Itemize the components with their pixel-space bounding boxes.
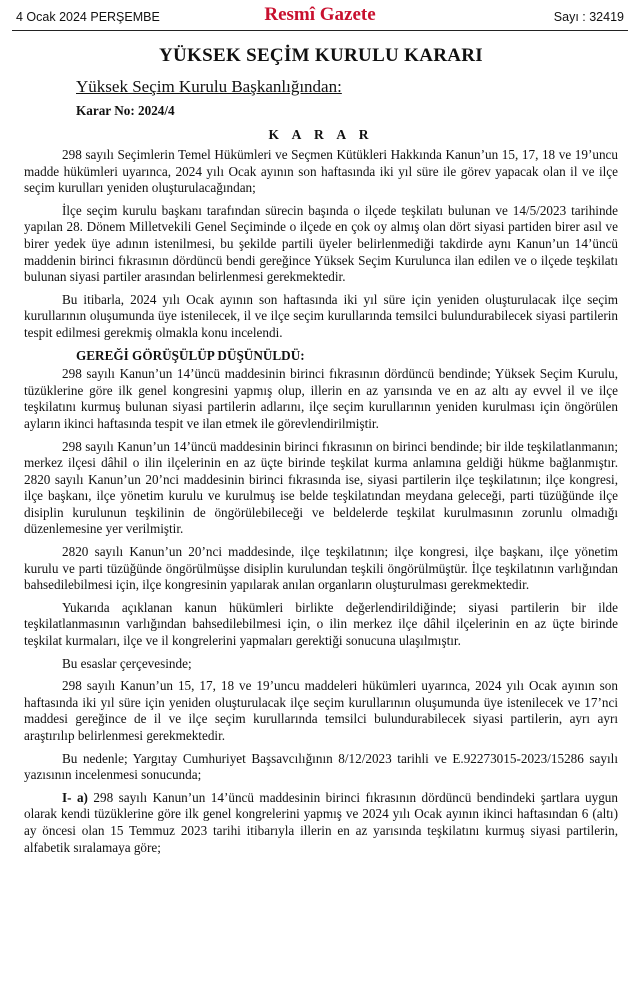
paragraph-1: 298 sayılı Seçimlerin Temel Hükümleri ve Seçmen Kütükleri Hakkında Kanun’un 15, 17, 18 ve 19’uncu madde hükümleri uyarınca, 2024 yılı Ocak ayının son haftasında iki yıl süre ile görev yapacak olan il ve ilçe seçim kurulları yeniden oluşturulacağından; — [24, 147, 618, 196]
item-text: 298 sayılı Kanun’un 14’üncü maddesinin birinci fıkrasının dördüncü bendindeki şartlara uygun olarak kendi tüzüklerine göre ilk genel kongrelerini yapmış ve 2024 yılı Ocak ayının ikinci haftasından 6 (altı) ay öncesi olan 15 Temmuz 2023 tarihi itibarıyla illerin en az yarısında teşkilatını kurmuş siyasi partilerin, alfabetik sıralamaya göre; — [24, 789, 618, 855]
paragraph-5: 298 sayılı Kanun’un 14’üncü maddesinin birinci fıkrasının on birinci bendinde; bir ilde teşkilatlanmanın; merkez ilçesi dâhil o ilin ilçelerinin en az üçte birinde teşkilat kurma anlamına geldiği hükme bağlanmıştır. 2820 sayılı Kanun’un 20’nci maddesinin birinci fıkrasında ise, siyasi partilerin ilçe teşkilatının; ilçe kongresi, ilçe başkanı, ilçe yönetim kurulu ve kurulmuş ise belde teşkilatından meydana geleceği, parti tüzüğünde ilçe disiplin kurulunun teşkilinin de öngörülebileceği ve beldelerde teşkilat kurulmasının zorunlu olmadığı düzenlemesine yer verilmiştir. — [24, 438, 618, 537]
decision-label: K A R A R — [268, 127, 374, 142]
issuing-authority: Yüksek Seçim Kurulu Başkanlığından: — [76, 77, 342, 96]
decision-number: Karar No: 2024/4 — [76, 103, 175, 118]
gazette-name: Resmî Gazete — [264, 4, 376, 25]
gazette-header — [12, 0, 628, 31]
issue-date: 4 Ocak 2024 PERŞEMBE — [16, 10, 160, 24]
paragraph-6: 2820 sayılı Kanun’un 20’nci maddesinde, ilçe teşkilatının; ilçe kongresi, ilçe başkanı, ilçe yönetim kurulu ve parti tüzüğünde öngörülmüşse disiplin kurulundan teşkili öngörülmüştür. İlçe teşkilatının varlığından bahsedilebilmesi için, ilçe kongresinin yapılarak anılan organların oluşturulması gerekmektedir. — [24, 544, 618, 593]
paragraph-3: Bu itibarla, 2024 yılı Ocak ayının son haftasında iki yıl süre için yeniden oluşturulacak ilçe seçim kurullarının oluşumunda üye istenilecek, il ve ilçe seçim kurullarında temsilci bulundurabilecek siyasi partilerin tespit edilmesi gerekmiş olmakla konu incelendi. — [24, 291, 618, 340]
item-label: I- a) — [62, 789, 88, 805]
paragraph-10: Bu nedenle; Yargıtay Cumhuriyet Başsavcılığının 8/12/2023 tarihli ve E.92273015-2023/15286 sayılı yazısının incelenmesi sonucunda; — [24, 750, 618, 783]
paragraph-2: İlçe seçim kurulu başkanı tarafından sürecin başında o ilçede teşkilatı bulunan ve 14/5/2023 tarihinde yapılan 28. Dönem Milletvekili Genel Seçiminde o ilçede en çok oy almış olan dört siyasi partiden birer asıl ve birer yedek üye adının istenilmesi, bu şekilde partili üyeler belirlenmediği takdirde aynı Kanun’un 14’üncü maddenin birinci fıkrasının dördüncü bendi gereğince Yüksek Seçim Kurulunca ilan edilen ve o ilçede teşkilatı bulunan siyasi partiler arasından belirlenmesi gerekmektedir. — [24, 202, 618, 285]
paragraph-9: 298 sayılı Kanun’un 15, 17, 18 ve 19’uncu maddeleri hükümleri uyarınca, 2024 yılı Ocak ayının son haftasında iki yıl süre için yeniden oluşturulacak ilçe seçim kurullarının oluşumunda üye istenilecek ve 17’nci maddesi gereğince de il ve ilçe seçim kurullarında temsilci bulundurabilecek siyasi partilerin, ayrı ayrı araştırılıp belirlenmesi gerekmektedir. — [24, 678, 618, 743]
paragraph-7: Yukarıda açıklanan kanun hükümleri birlikte değerlendirildiğinde; siyasi partilerin bir ilde teşkilatlanmasının varlığından bahsedilebilmesi için, o ilin merkez ilçe dâhil ilçelerinin en az üçte birinde teşkilat kurmaları, ilçe ve il kongrelerini yapmaları gerektiği sonucuna ulaşılmıştır. — [24, 599, 618, 649]
paragraph-8: Bu esaslar çerçevesinde; — [62, 655, 192, 671]
paragraph-11 — [24, 790, 618, 856]
page-title: YÜKSEK SEÇİM KURULU KARARI — [159, 45, 483, 66]
paragraph-4: 298 sayılı Kanun’un 14’üncü maddesinin birinci fıkrasının dördüncü bendinde; Yüksek Seçim Kurulu, tüzüklerine göre ilk genel kongresini yapmış olup, illerin en az yarısında ve en az altı ay evvel il ve ilçe teşkilatını kurmuş bulunan siyasi partilerin adlarını, ilçe seçim kurullarının yeniden kurulması için öngörülen ayların ikinci haftasında tespit ve ilan etmek ile görevlendirilmiştir. — [24, 366, 618, 431]
issue-number: Sayı : 32419 — [553, 10, 624, 24]
section-heading: GEREĞİ GÖRÜŞÜLÜP DÜŞÜNÜLDÜ: — [76, 347, 305, 363]
